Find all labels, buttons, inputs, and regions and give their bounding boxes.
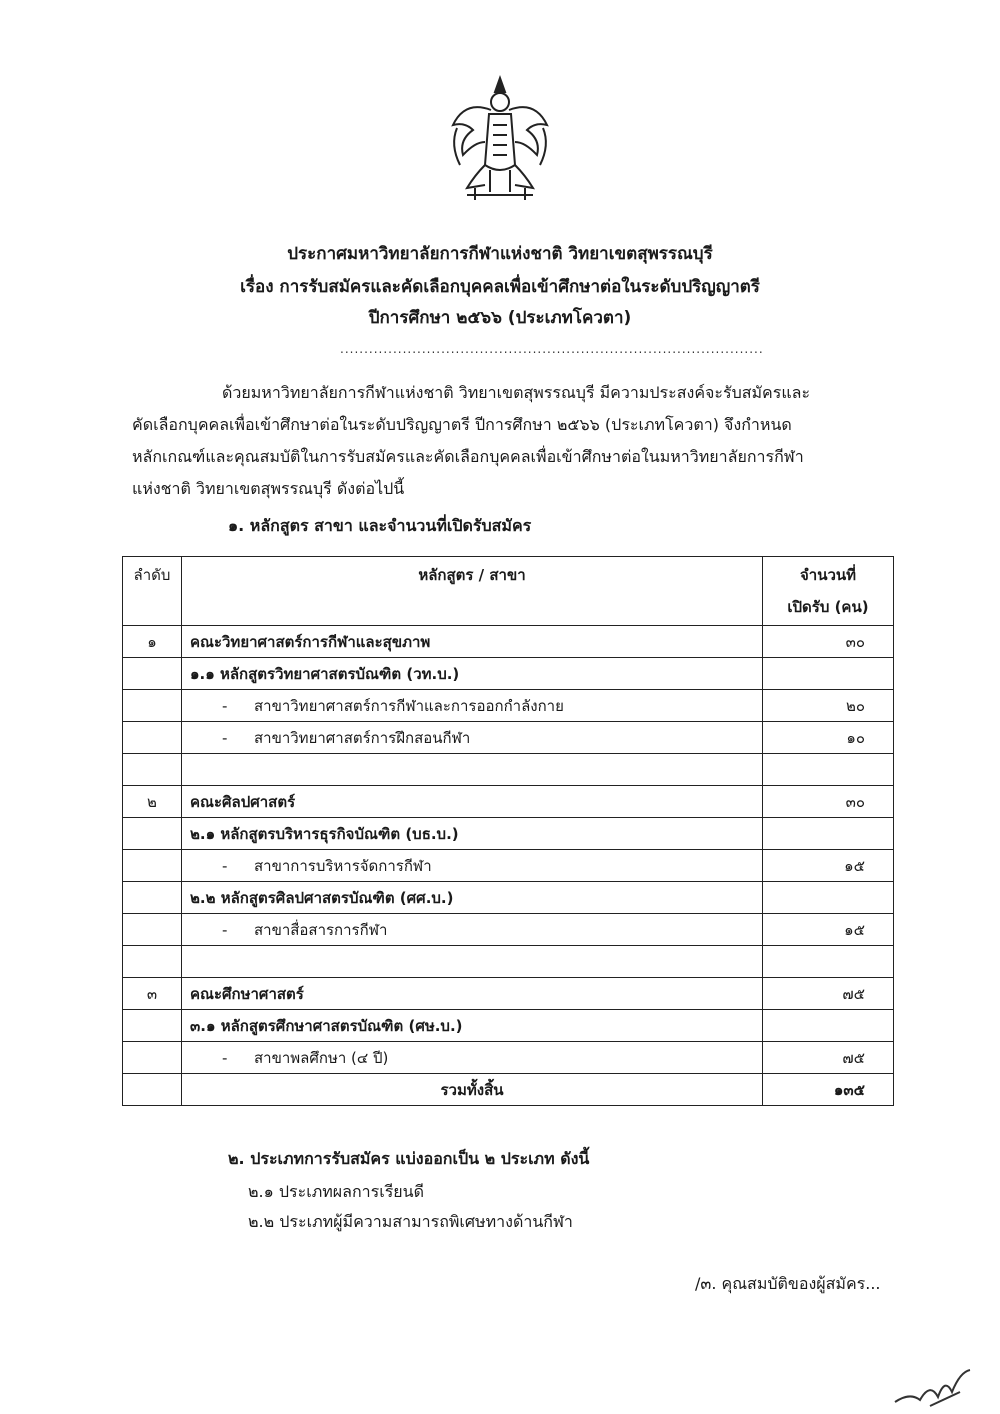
row-order bbox=[123, 818, 182, 850]
row-count bbox=[763, 882, 894, 914]
table-row bbox=[123, 914, 894, 946]
table-row-empty bbox=[123, 754, 894, 786]
row-count: ๓๐ bbox=[763, 626, 894, 658]
row-program: ๒.๑ หลักสูตรบริหารธุรกิจบัณฑิต (บธ.บ.) bbox=[182, 818, 763, 850]
row-count bbox=[763, 946, 894, 978]
table-header-row bbox=[123, 557, 894, 626]
table-row-empty bbox=[123, 946, 894, 978]
intro-line: ด้วยมหาวิทยาลัยการกีฬาแห่งชาติ วิทยาเขตสุพรรณบุรี มีความประสงค์จะรับสมัครและ bbox=[222, 383, 811, 402]
row-program-label: สาขาการบริหารจัดการกีฬา bbox=[254, 856, 432, 875]
row-dash: - bbox=[222, 728, 228, 747]
row-dash: - bbox=[222, 920, 228, 939]
table-row bbox=[123, 722, 894, 754]
row-order bbox=[123, 754, 182, 786]
intro-line: คัดเลือกบุคคลเพื่อเข้าศึกษาต่อในระดับปริญญาตรี ปีการศึกษา ๒๕๖๖ (ประเภทโควตา) จึงกำหนด bbox=[132, 415, 792, 434]
table-row bbox=[123, 658, 894, 690]
row-order: ๓ bbox=[123, 978, 182, 1010]
section-1-title: ๑. หลักสูตร สาขา และจำนวนที่เปิดรับสมัคร bbox=[228, 516, 532, 535]
intro-line: แห่งชาติ วิทยาเขตสุพรรณบุรี ดังต่อไปนี้ bbox=[132, 479, 405, 498]
header-program: หลักสูตร / สาขา bbox=[182, 557, 763, 626]
row-order bbox=[123, 1010, 182, 1042]
row-count: ๗๕ bbox=[763, 978, 894, 1010]
row-order bbox=[123, 914, 182, 946]
row-order bbox=[123, 946, 182, 978]
row-count bbox=[763, 818, 894, 850]
row-program-label: สาขาพลศึกษา (๔ ปี) bbox=[254, 1048, 389, 1067]
row-program: ๑.๑ หลักสูตรวิทยาศาสตรบัณฑิต (วท.บ.) bbox=[182, 658, 763, 690]
table-row bbox=[123, 882, 894, 914]
row-order bbox=[123, 850, 182, 882]
row-program-label: สาขาสื่อสารการกีฬา bbox=[254, 920, 388, 939]
row-count: ๓๐ bbox=[763, 786, 894, 818]
row-program: ๒.๒ หลักสูตรศิลปศาสตรบัณฑิต (ศศ.บ.) bbox=[182, 882, 763, 914]
row-program-label: สาขาวิทยาศาสตร์การกีฬาและการออกกำลังกาย bbox=[254, 696, 564, 715]
header-order: ลำดับ bbox=[123, 557, 182, 626]
total-order-cell bbox=[123, 1074, 182, 1106]
row-count bbox=[763, 658, 894, 690]
table-row bbox=[123, 1010, 894, 1042]
intro-line: หลักเกณฑ์และคุณสมบัติในการรับสมัครและคัดเลือกบุคคลเพื่อเข้าศึกษาต่อในมหาวิทยาลัยการกีฬา bbox=[132, 447, 804, 466]
table-row bbox=[123, 690, 894, 722]
row-count: ๒๐ bbox=[763, 690, 894, 722]
row-program: คณะศึกษาศาสตร์ bbox=[182, 978, 763, 1010]
garuda-emblem-icon bbox=[445, 70, 555, 205]
row-count: ๑๐ bbox=[763, 722, 894, 754]
row-dash: - bbox=[222, 696, 228, 715]
row-order: ๒ bbox=[123, 786, 182, 818]
intro-paragraph bbox=[132, 377, 892, 505]
total-label: รวมทั้งสิ้น bbox=[182, 1074, 763, 1106]
signature-icon bbox=[890, 1362, 975, 1412]
header-count-line2: เปิดรับ (คน) bbox=[787, 598, 869, 616]
row-order bbox=[123, 1042, 182, 1074]
header-separator: ........................................................................................ bbox=[340, 342, 764, 356]
announcement-title: ประกาศมหาวิทยาลัยการกีฬาแห่งชาติ วิทยาเขตสุพรรณบุรี bbox=[287, 244, 713, 264]
table-row bbox=[123, 626, 894, 658]
row-program bbox=[182, 690, 763, 722]
table-row bbox=[123, 818, 894, 850]
row-program bbox=[182, 946, 763, 978]
section-2-title: ๒. ประเภทการรับสมัคร แบ่งออกเป็น ๒ ประเภท ดังนี้ bbox=[228, 1149, 590, 1168]
row-count bbox=[763, 1010, 894, 1042]
header-count-line1: จำนวนที่ bbox=[799, 566, 857, 584]
row-program-label: สาขาวิทยาศาสตร์การฝึกสอนกีฬา bbox=[254, 728, 471, 747]
total-count: ๑๓๕ bbox=[763, 1074, 894, 1106]
table-row bbox=[123, 850, 894, 882]
row-count: ๑๕ bbox=[763, 914, 894, 946]
row-program bbox=[182, 914, 763, 946]
table-total-row bbox=[123, 1074, 894, 1106]
announcement-subject: เรื่อง การรับสมัครและคัดเลือกบุคคลเพื่อเข้าศึกษาต่อในระดับปริญญาตรี bbox=[240, 277, 760, 297]
row-program bbox=[182, 754, 763, 786]
header-count bbox=[763, 557, 894, 626]
row-order: ๑ bbox=[123, 626, 182, 658]
announcement-year: ปีการศึกษา ๒๕๖๖ (ประเภทโควตา) bbox=[368, 308, 632, 328]
row-program bbox=[182, 1042, 763, 1074]
row-dash: - bbox=[222, 1048, 228, 1067]
row-dash: - bbox=[222, 856, 228, 875]
row-count: ๗๕ bbox=[763, 1042, 894, 1074]
row-order bbox=[123, 658, 182, 690]
next-page-reference: /๓. คุณสมบัติของผู้สมัคร... bbox=[695, 1274, 881, 1293]
application-type-2: ๒.๒ ประเภทผู้มีความสามารถพิเศษทางด้านกีฬา bbox=[248, 1212, 573, 1231]
row-count bbox=[763, 754, 894, 786]
row-program: ๓.๑ หลักสูตรศึกษาศาสตรบัณฑิต (ศษ.บ.) bbox=[182, 1010, 763, 1042]
table-row bbox=[123, 786, 894, 818]
row-program: คณะวิทยาศาสตร์การกีฬาและสุขภาพ bbox=[182, 626, 763, 658]
table-row bbox=[123, 1042, 894, 1074]
row-count: ๑๕ bbox=[763, 850, 894, 882]
row-order bbox=[123, 690, 182, 722]
row-program bbox=[182, 850, 763, 882]
row-order bbox=[123, 882, 182, 914]
application-type-1: ๒.๑ ประเภทผลการเรียนดี bbox=[248, 1182, 424, 1201]
program-table bbox=[122, 556, 894, 1106]
row-order bbox=[123, 722, 182, 754]
table-row bbox=[123, 978, 894, 1010]
row-program: คณะศิลปศาสตร์ bbox=[182, 786, 763, 818]
row-program bbox=[182, 722, 763, 754]
